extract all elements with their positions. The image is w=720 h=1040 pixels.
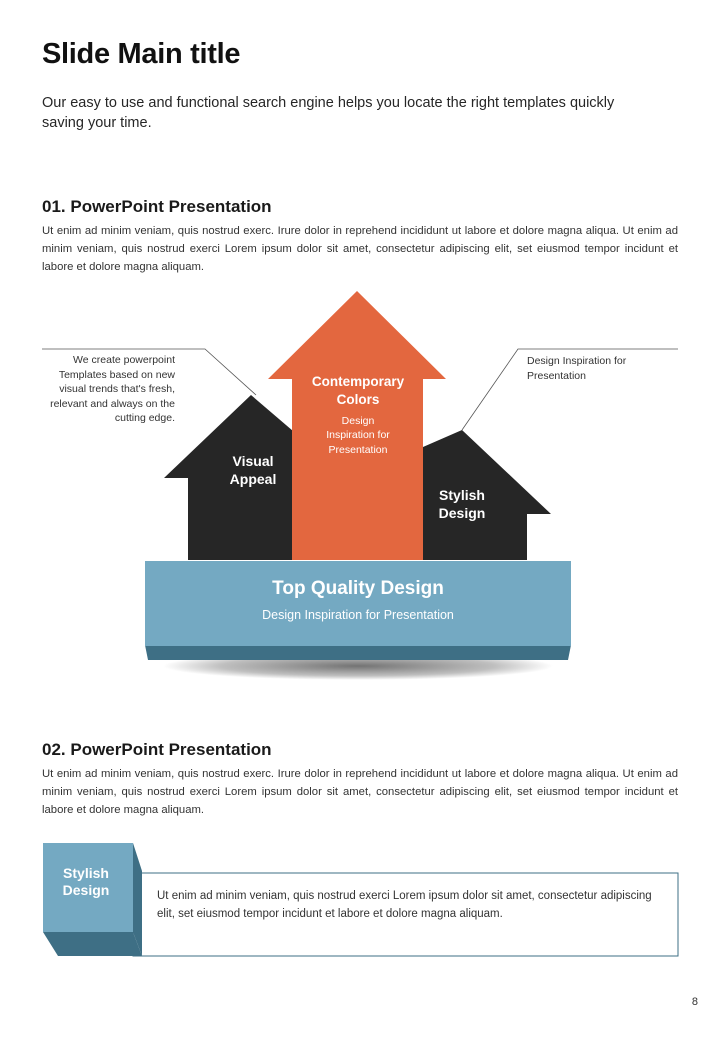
- left-arrow-label-2: Appeal: [229, 471, 277, 487]
- section2-body: Ut enim ad minim veniam, quis nostrud exerc. Irure dolor in reprehend incididunt ut labore et dolore magna aliqua. Ut enim ad minim veniam, quis nostrud exerci Lorem ipsum dolor sit amet, consectetur adipiscing elit, set eiusmod tempor incidunt et labore et dolore magna aliquam.: [42, 768, 678, 816]
- base-subtitle: Design Inspiration for Presentation: [262, 608, 454, 622]
- base-front-face: [145, 561, 571, 646]
- center-arrow-sub-3: Presentation: [328, 444, 388, 456]
- right-callout-text: Design Inspiration for Presentation: [527, 355, 627, 382]
- center-arrow-sub-1: Design: [341, 415, 375, 427]
- arrows-diagram: [0, 285, 720, 705]
- feature-box-text: Ut enim ad minim veniam, quis nostrud exerci Lorem ipsum dolor sit amet, consectetur adipiscing elit, set eiusmod tempor incidunt et labore et dolore magna aliquam.: [157, 890, 652, 920]
- page-number: 8: [691, 996, 698, 1008]
- right-arrow-label-2: Design: [438, 505, 486, 521]
- page-subtitle: Our easy to use and functional search engine helps you locate the right templates quickly saving your time.: [42, 95, 615, 131]
- page-title: Slide Main title: [42, 38, 241, 70]
- left-arrow-label-1: Visual: [232, 453, 274, 469]
- section2-title: 02. PowerPoint Presentation: [42, 740, 272, 759]
- section1-body: Ut enim ad minim veniam, quis nostrud exerc. Irure dolor in reprehend incididunt ut labore et dolore magna aliqua. Ut enim ad minim veniam, quis nostrud exerci Lorem ipsum dolor sit amet, consectetur adipiscing elit, set eiusmod tempor incidunt et labore et dolore magna aliquam.: [42, 225, 678, 273]
- base-bottom-face: [145, 645, 571, 660]
- feature-tab-label-1: Stylish: [63, 865, 109, 881]
- left-callout-text: We create powerpoint Templates based on new visual trends that's fresh, relevant and always on the cutting edge.: [50, 354, 175, 424]
- center-arrow-title-1: Contemporary: [311, 374, 405, 389]
- section1-title: 01. PowerPoint Presentation: [42, 197, 272, 216]
- center-arrow-sub-2: Inspiration for: [326, 429, 390, 441]
- feature-tab-label-2: Design: [62, 882, 110, 898]
- right-arrow-label-1: Stylish: [439, 487, 485, 503]
- center-arrow-title-2: Colors: [336, 392, 380, 407]
- feature-tab-bottom: [43, 932, 142, 956]
- base-title: Top Quality Design: [272, 578, 444, 599]
